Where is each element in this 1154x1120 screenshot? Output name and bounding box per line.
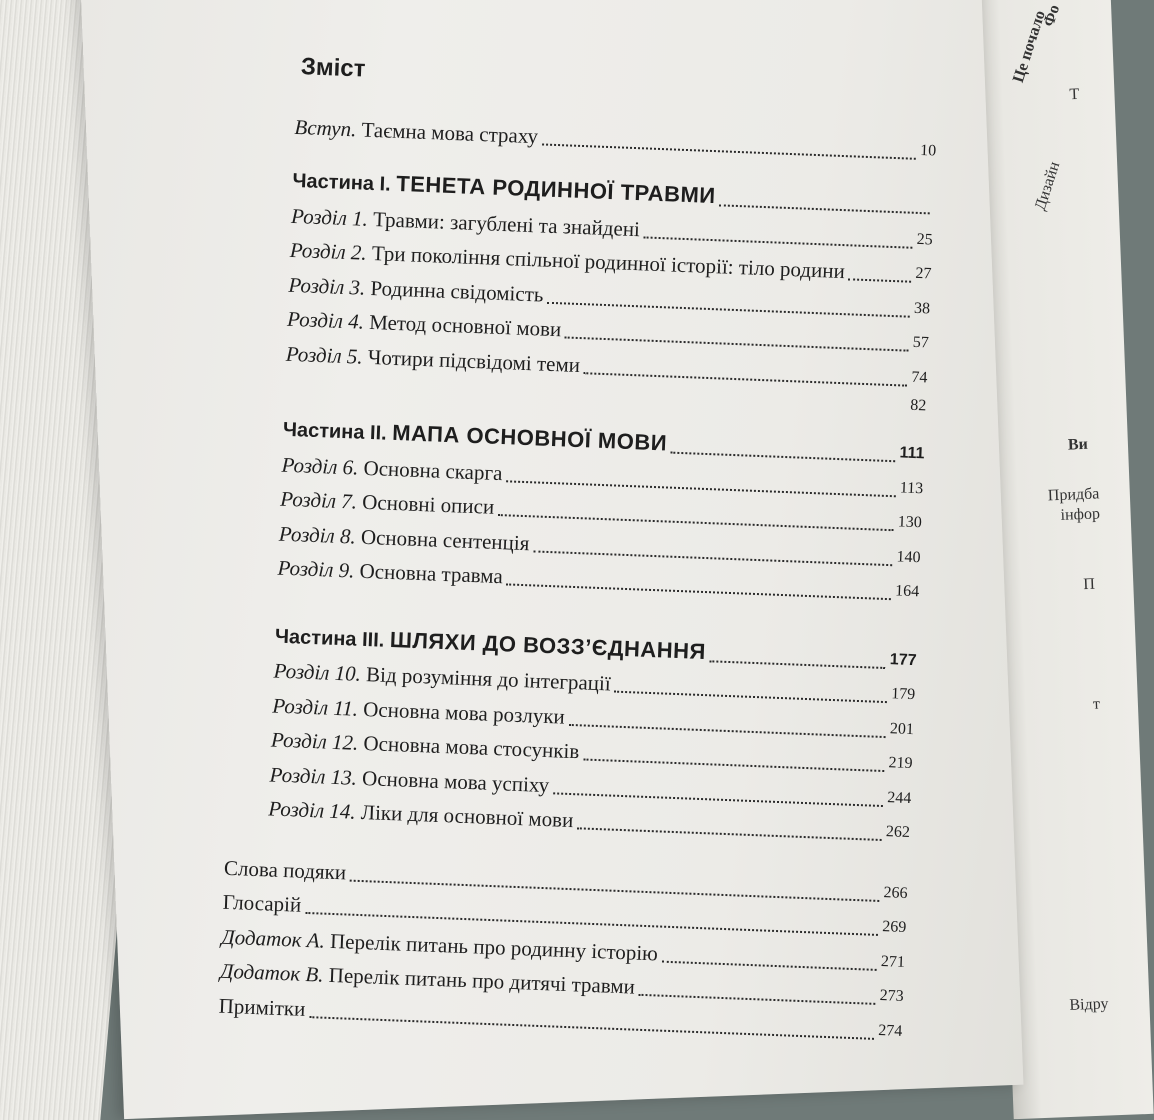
chapter-lead: Розділ 9. bbox=[277, 555, 355, 583]
back-title: Примітки bbox=[218, 993, 306, 1021]
chapter-page: 201 bbox=[889, 719, 915, 738]
back-page: 269 bbox=[881, 918, 907, 936]
part-lead: Частина II. bbox=[282, 418, 388, 445]
chapter-lead: Розділ 5. bbox=[285, 341, 364, 369]
part-page: 177 bbox=[889, 650, 917, 669]
chapter-title: Від розуміння до інтеграції bbox=[365, 662, 612, 696]
leader-dots bbox=[719, 204, 929, 214]
facing-page-text: т bbox=[1092, 695, 1101, 713]
chapter-title: Основна мова стосунків bbox=[363, 731, 580, 764]
chapter-page: 179 bbox=[890, 685, 916, 704]
leader-dots bbox=[542, 143, 916, 159]
leader-dots bbox=[848, 278, 911, 282]
back-page: 266 bbox=[883, 883, 908, 902]
chapter-page: 27 bbox=[915, 264, 932, 283]
chapter-lead: Розділ 12. bbox=[270, 727, 359, 755]
chapter-page: 164 bbox=[894, 582, 920, 601]
part-title: ТЕНЕТА РОДИННОЇ ТРАВМИ bbox=[395, 170, 717, 209]
chapter-title: Основна сентенція bbox=[360, 524, 530, 555]
leader-dots bbox=[639, 994, 876, 1005]
chapter-lead: Розділ 1. bbox=[290, 203, 369, 231]
chapter-page: 262 bbox=[885, 823, 911, 842]
chapter-title: Травми: загублені та знайдені bbox=[372, 206, 641, 241]
facing-page-text: Т bbox=[1069, 85, 1080, 104]
entry-lead: Вступ. bbox=[294, 114, 357, 141]
chapter-lead: Розділ 3. bbox=[288, 272, 366, 300]
leader-dots bbox=[671, 452, 896, 463]
chapter-page: 25 bbox=[916, 230, 934, 249]
back-title: Слова подяки bbox=[223, 855, 347, 884]
chapter-title: Ліки для основної мови bbox=[360, 799, 574, 833]
chapter-title: Основна мова успіху bbox=[361, 765, 550, 797]
chapter-title: Чотири підсвідомі теми bbox=[367, 344, 581, 377]
facing-page-text: інфор bbox=[1060, 505, 1101, 524]
back-lead: Додаток А. bbox=[220, 924, 326, 953]
back-title: Перелік питань про родинну історію bbox=[329, 928, 659, 965]
chapter-page: 130 bbox=[897, 513, 923, 532]
chapter-page: 140 bbox=[896, 547, 921, 566]
back-title: Перелік питань про дитячі травми bbox=[328, 962, 636, 999]
extra-page-number: 82 bbox=[910, 396, 927, 414]
chapter-lead: Розділ 4. bbox=[286, 306, 365, 334]
part-lead: Частина I. bbox=[292, 169, 392, 196]
chapter-page: 57 bbox=[912, 333, 930, 352]
back-title: Глосарій bbox=[222, 889, 302, 917]
chapter-page: 74 bbox=[911, 368, 928, 386]
leader-dots bbox=[662, 960, 877, 970]
facing-page-text: Ви bbox=[1067, 435, 1089, 454]
entry-title: Таємна мова страху bbox=[361, 117, 539, 148]
back-page: 274 bbox=[878, 1021, 903, 1040]
back-page: 271 bbox=[880, 952, 906, 971]
leader-dots bbox=[709, 660, 885, 669]
facing-page-text: П bbox=[1082, 575, 1096, 594]
chapter-lead: Розділ 7. bbox=[279, 486, 358, 514]
chapter-title: Основні описи bbox=[361, 489, 495, 519]
chapter-title: Основна скарга bbox=[363, 455, 503, 485]
chapter-lead: Розділ 13. bbox=[269, 761, 358, 790]
part-title: МАПА ОСНОВНОЇ МОВИ bbox=[391, 419, 668, 456]
chapter-lead: Розділ 6. bbox=[281, 452, 359, 480]
chapter-title: Метод основної мови bbox=[368, 309, 562, 342]
chapter-page: 219 bbox=[888, 754, 913, 773]
back-page: 273 bbox=[879, 987, 904, 1005]
chapter-lead: Розділ 14. bbox=[267, 796, 357, 824]
chapter-title: Основна травма bbox=[359, 558, 504, 589]
entry-page: 10 bbox=[919, 141, 937, 160]
leader-dots bbox=[506, 583, 890, 600]
part-page: 111 bbox=[899, 444, 925, 463]
part-lead: Частина III. bbox=[274, 625, 385, 652]
chapter-page: 244 bbox=[886, 788, 912, 807]
table-of-contents bbox=[182, 36, 939, 1048]
toc-title: Зміст bbox=[300, 53, 366, 83]
facing-page-text: Дизайн bbox=[1031, 159, 1064, 213]
facing-page-text: Відру bbox=[1069, 995, 1109, 1014]
chapter-lead: Розділ 11. bbox=[271, 693, 359, 721]
chapter-page: 38 bbox=[913, 299, 931, 317]
facing-page-text: Фо bbox=[1040, 2, 1064, 29]
chapter-title: Три покоління спільної родинної історії: тіло родини bbox=[371, 240, 846, 284]
chapter-title: Основна мова розлуки bbox=[362, 696, 566, 729]
part-title: ШЛЯХИ ДО ВОЗЗ’ЄДНАННЯ bbox=[389, 626, 707, 664]
chapter-lead: Розділ 8. bbox=[278, 521, 357, 549]
facing-page-text: Це почало bbox=[1009, 8, 1049, 85]
chapter-page: 113 bbox=[899, 478, 924, 497]
chapter-lead: Розділ 10. bbox=[273, 658, 362, 686]
facing-page-text: Придба bbox=[1047, 485, 1100, 505]
chapter-title: Родинна свідомість bbox=[370, 275, 544, 307]
leader-dots bbox=[644, 236, 913, 248]
chapter-lead: Розділ 2. bbox=[289, 237, 368, 265]
back-lead: Додаток В. bbox=[219, 958, 325, 987]
